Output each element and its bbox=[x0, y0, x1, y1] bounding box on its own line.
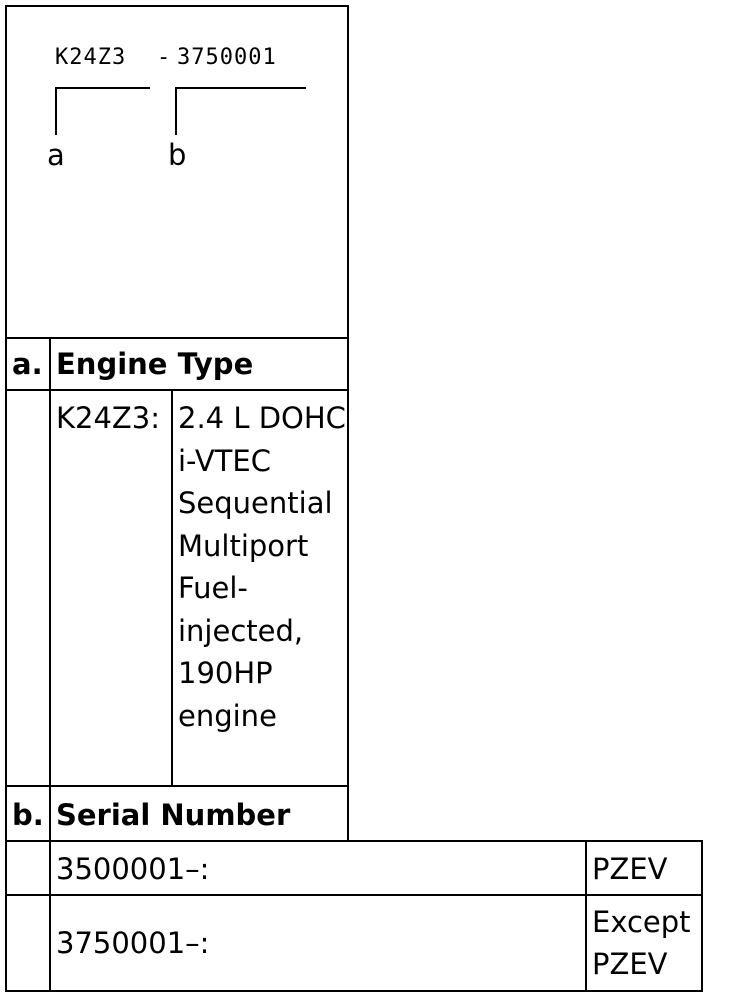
bracket-b-horizontal bbox=[175, 87, 306, 89]
label-a: a bbox=[47, 138, 65, 172]
bracket-b-vertical bbox=[175, 87, 177, 135]
serial-note-line2: PZEV bbox=[592, 947, 668, 981]
table-border-left bbox=[5, 840, 7, 992]
section-a-heading: Engine Type bbox=[56, 347, 254, 381]
separator-text: - bbox=[157, 45, 172, 70]
section-a-marker: a. bbox=[12, 347, 43, 381]
marker-column-divider bbox=[49, 840, 51, 992]
table-border-right bbox=[347, 337, 349, 841]
marker-column-divider bbox=[49, 337, 51, 841]
serial-range-cell: 3750001–: bbox=[56, 926, 210, 960]
row-divider bbox=[5, 894, 703, 896]
serial-note-cell: PZEV bbox=[592, 852, 668, 886]
engine-description-cell: 2.4 L DOHC i-VTEC Sequential Multiport Fuel-injected, 190HP engine bbox=[178, 401, 346, 733]
bracket-a-horizontal bbox=[55, 87, 150, 89]
section-b-marker: b. bbox=[12, 798, 44, 832]
row-divider bbox=[5, 785, 349, 787]
row-divider bbox=[5, 389, 349, 391]
engine-code-cell: K24Z3: bbox=[56, 401, 161, 435]
note-column-divider bbox=[585, 840, 587, 992]
bracket-a-vertical bbox=[55, 87, 57, 135]
serial-note-line1: Except bbox=[592, 905, 691, 939]
engine-code-text: K24Z3 bbox=[55, 45, 127, 70]
section-b-heading: Serial Number bbox=[56, 798, 291, 832]
table-border-bottom bbox=[5, 990, 703, 992]
label-b: b bbox=[168, 138, 187, 172]
table-border-right bbox=[701, 840, 703, 992]
table-border-top bbox=[5, 840, 703, 842]
serial-range-cell: 3500001–: bbox=[56, 852, 210, 886]
table-border-left bbox=[5, 337, 7, 841]
serial-code-text: 3750001 bbox=[177, 45, 277, 70]
code-column-divider bbox=[171, 390, 173, 787]
